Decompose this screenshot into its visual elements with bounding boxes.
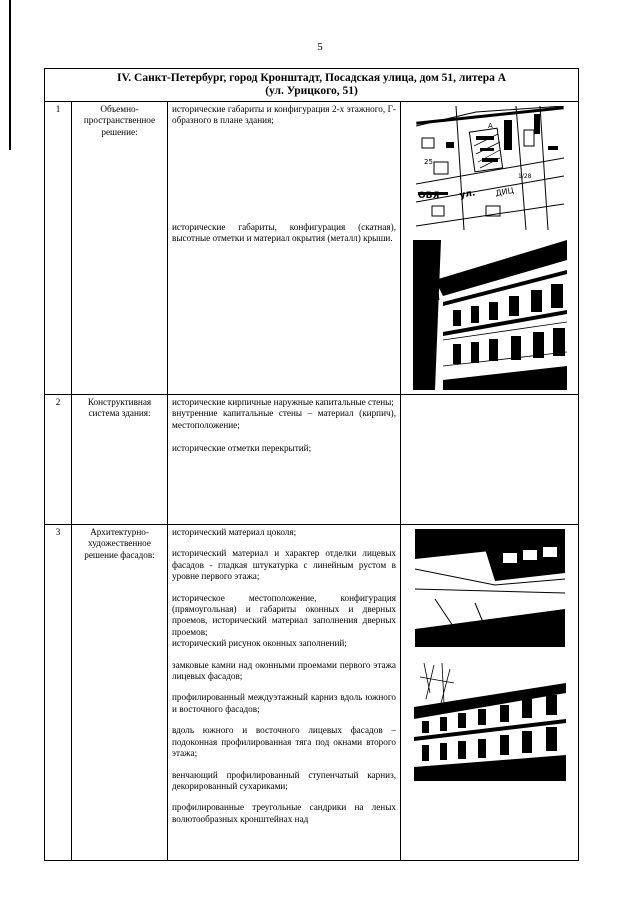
- heritage-table: [44, 68, 579, 861]
- map-label: 25: [423, 158, 433, 166]
- row-number: 3: [45, 525, 72, 861]
- row-name: Конструктивная система здания:: [72, 395, 168, 525]
- table-row: [45, 102, 579, 395]
- list-item: исторические габариты, конфигурация (скатная), высотные отметки и материал окрытия (металл) крыши.: [172, 221, 396, 244]
- map-label: ОВЯ: [417, 191, 439, 201]
- list-item: историческое местоположение, конфигурация (прямоугольная) и габариты оконных и дверных проемов, исторический материал заполнения дверных проемов;: [172, 592, 396, 637]
- row-name: Архитектурно-художественное решение фасадов:: [72, 525, 168, 861]
- list-item: профилированный междуэтажный карниз вдоль южного и восточного фасадов;: [172, 692, 396, 714]
- list-item: исторический материал и характер отделки лицевых фасадов - гладкая штукатурка с линейным рустом в уровне первого этажа;: [172, 548, 396, 582]
- table-title: [45, 69, 579, 102]
- table-row: [45, 525, 579, 861]
- map-label: ул.: [458, 188, 476, 201]
- table-row: [45, 395, 579, 525]
- table-title-line2: (ул. Урицкого, 51): [265, 85, 358, 97]
- row-number: 1: [45, 102, 72, 395]
- list-item: внутренние капитальные стены – материал (кирпич), местоположение;: [172, 408, 396, 430]
- row-text: [168, 525, 401, 861]
- row-text: [168, 395, 401, 525]
- site-plan-map-image: [416, 106, 564, 230]
- list-item: исторические кирпичные наружные капитальные стены;: [172, 397, 394, 407]
- row-images: [401, 102, 579, 395]
- row-name: Объемно-пространственное решение:: [72, 102, 168, 395]
- list-item: исторический материал цоколя;: [172, 527, 297, 537]
- row-images: [401, 525, 579, 861]
- map-label: ДИЦ: [494, 185, 515, 198]
- margin-bar: [9, 0, 11, 150]
- window-detail-photo-image: [415, 529, 565, 647]
- list-item: исторический рисунок оконных заполнений;: [172, 638, 347, 649]
- row-images-empty: [401, 395, 579, 525]
- map-label: А: [487, 122, 493, 130]
- table-title-line1: IV. Санкт-Петербург, город Кронштадт, Посадская улица, дом 51, литера А: [116, 72, 507, 84]
- list-item: замковые камни над оконными проемами первого этажа лицевых фасадов;: [172, 659, 396, 682]
- table-title-row: [45, 69, 579, 102]
- facade-photo-image: [414, 663, 566, 781]
- row-number: 2: [45, 395, 72, 525]
- list-item: вдоль южного и восточного лицевых фасадов – подоконная профилированная тяга под окнами второго этажа;: [172, 725, 396, 759]
- map-label: 1/28: [517, 173, 531, 180]
- list-item: исторические отметки перекрытий;: [172, 443, 312, 454]
- row-text: [168, 102, 401, 395]
- page-number: 5: [317, 41, 323, 53]
- building-photo-image: [413, 240, 567, 390]
- list-item: венчающий профилированный ступенчатый карниз, декорированный сухариками;: [172, 769, 396, 791]
- list-item: исторические габариты и конфигурация 2-х этажного, Г-образного в плане здания;: [172, 104, 396, 126]
- list-item: профилированные треугольные сандрики на леных волютообразных кронштейнах над: [172, 802, 396, 824]
